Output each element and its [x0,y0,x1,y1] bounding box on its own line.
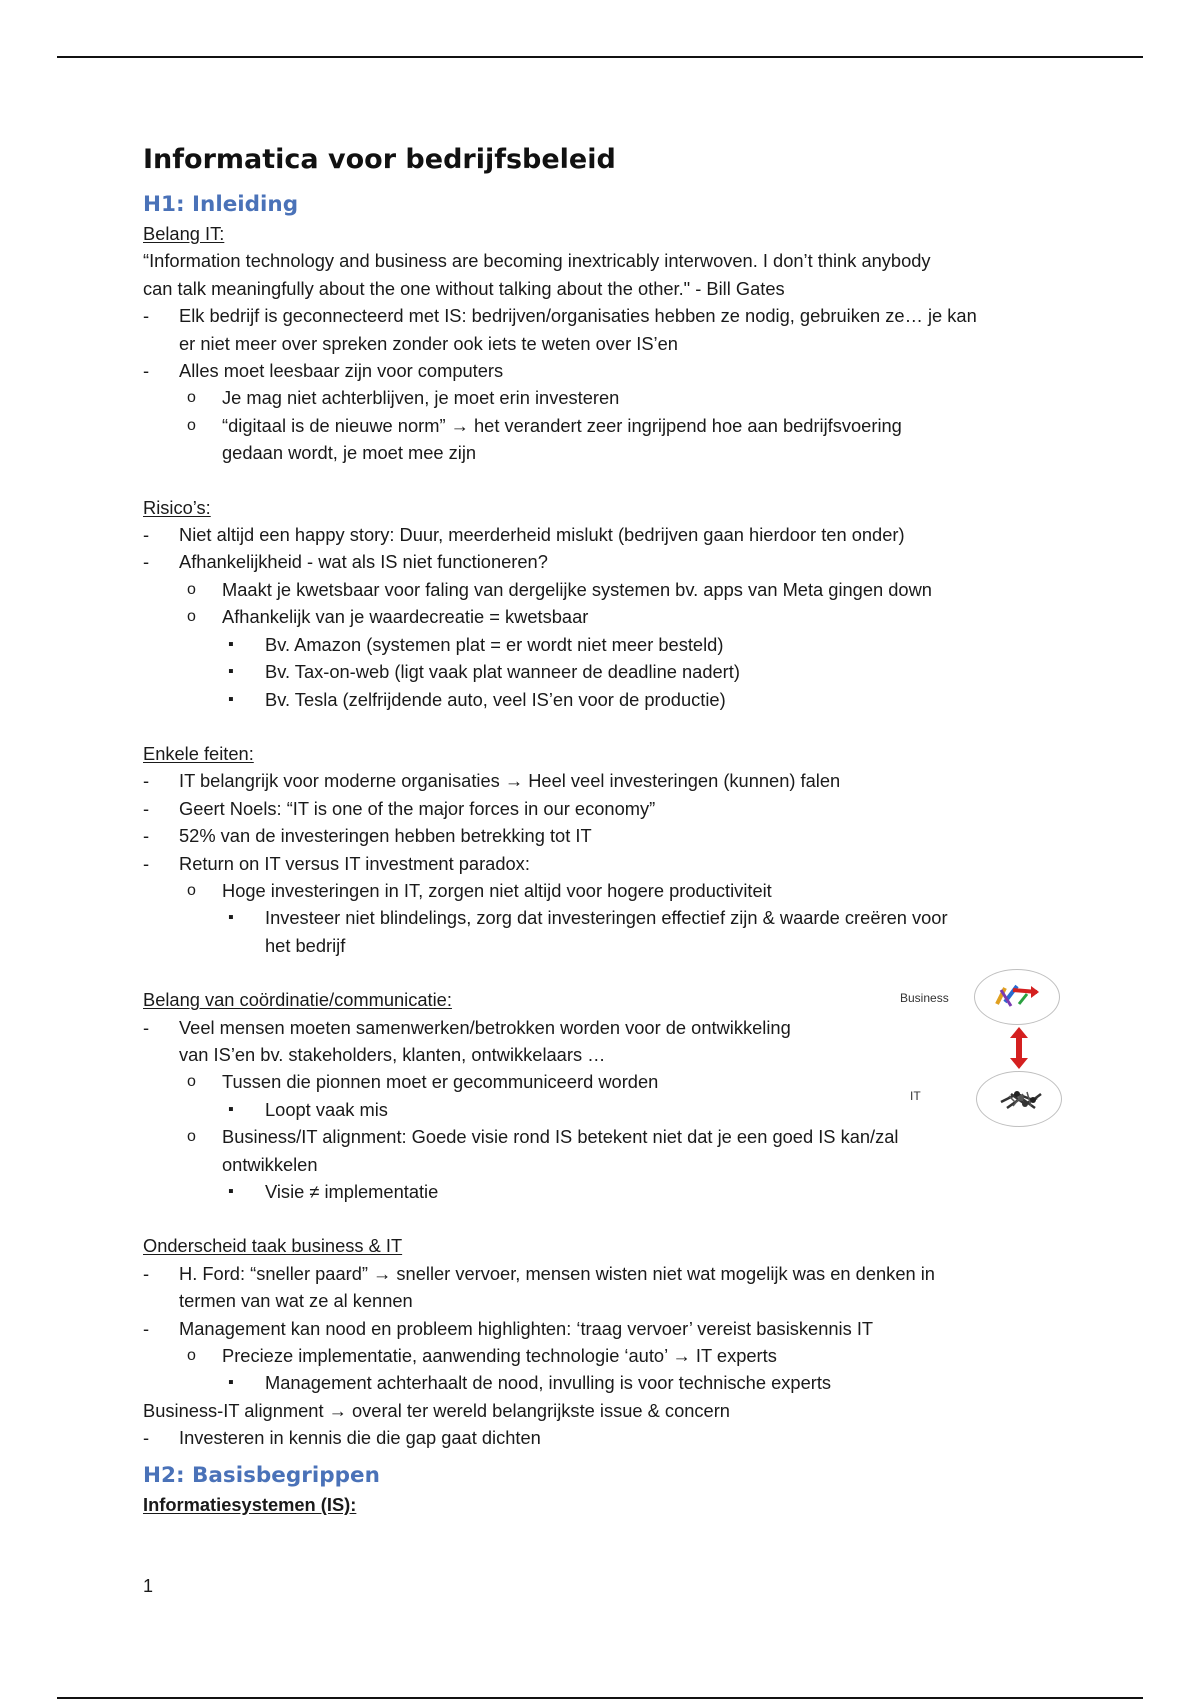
quote-line: can talk meaningfully about the one without talking about the other." - Bill Gates [143,277,785,299]
section-onderscheid [143,1232,1073,1451]
heading-h2: H2: Basisbegrippen [143,1462,380,1488]
bullet-item: - Niet altijd een happy story: Duur, meerderheid mislukt (bedrijven gaan hierdoor ten onder) [143,521,1073,548]
sub-bullet-item: o Afhankelijk van je waardecreatie = kwetsbaar [143,603,1073,630]
bullet-item: - Afhankelijkheid - wat als IS niet functioneren? [143,548,1073,575]
square-bullet-item: ▪ Bv. Tesla (zelfrijdende auto, veel IS’en voor de productie) [143,686,1073,713]
paragraph-line: Business-IT alignment → overal ter wereld belangrijkste issue & concern [143,1399,730,1421]
top-rule [57,56,1143,58]
bullet-item: - 52% van de investeringen hebben betrekking tot IT [143,822,1073,849]
spacer [143,467,1073,494]
section-belang-it [143,220,1073,467]
section-label: Belang van coördinatie/communicatie: [143,989,452,1011]
bottom-rule [57,1697,1143,1699]
bullet-item: - Alles moet leesbaar zijn voor computers [143,357,1073,384]
square-bullet-item: ▪ Management achterhaalt de nood, invulling is voor technische experts [143,1369,1073,1396]
bullet-item: - Elk bedrijf is geconnecteerd met IS: bedrijven/organisaties hebben ze nodig, gebruiken ze… je kan [143,302,1073,329]
sub-bullet-item: o Business/IT alignment: Goede visie rond IS betekent niet dat je een goed IS kan/zal [143,1123,1073,1150]
section-label: Belang IT: [143,223,225,244]
bullet-item: - Geert Noels: “IT is one of the major forces in our economy” [143,795,1073,822]
sub-bullet-item: o Je mag niet achterblijven, je moet erin investeren [143,384,1073,411]
page-number: 1 [143,1576,154,1596]
bullet-item: - Veel mensen moeten samenwerken/betrokken worden voor de ontwikkeling [143,1014,1073,1041]
business-label: Business [900,991,949,1005]
bullet-item: - Return on IT versus IT investment paradox: [143,850,1073,877]
bullet-item: - Investeren in kennis die die gap gaat dichten [143,1424,1073,1451]
business-it-figure [890,965,1072,1135]
square-bullet-item: ▪ Bv. Tax-on-web (ligt vaak plat wanneer de deadline nadert) [143,658,1073,685]
section-feiten [143,740,1073,959]
sub-bullet-item: o Tussen die pionnen moet er gecommuniceerd worden [143,1068,1073,1095]
spacer [143,713,1073,740]
bullet-item: - IT belangrijk voor moderne organisaties → Heel veel investeringen (kunnen) falen [143,767,1073,794]
bullet-item: - H. Ford: “sneller paard” → sneller vervoer, mensen wisten niet wat mogelijk was en denken in [143,1260,1073,1287]
square-bullet-item: ▪ Bv. Amazon (systemen plat = er wordt niet meer besteld) [143,631,1073,658]
square-bullet-item: ▪ Loopt vaak mis [143,1096,1073,1123]
subheading-informatiesystemen: Informatiesystemen (IS): [143,1493,357,1515]
sub-bullet-continuation: gedaan wordt, je moet mee zijn [222,442,477,464]
document-body [143,135,1073,1518]
it-network-icon [977,1072,1061,1126]
quote-line: “Information technology and business are becoming inextricably interwoven. I don’t think anybody [143,250,931,272]
section-risicos [143,494,1073,713]
section-label: Enkele feiten: [143,742,254,764]
business-arrows-icon [975,970,1059,1024]
section-label: Onderscheid taak business & IT [143,1235,403,1257]
heading-h1: H1: Inleiding [143,192,299,217]
bullet-continuation: er niet meer over spreken zonder ook iets te weten over IS’en [179,332,678,354]
sub-bullet-continuation: ontwikkelen [222,1153,318,1175]
square-bullet-item: ▪ Visie ≠ implementatie [143,1178,1073,1205]
double-arrow-icon [1007,1025,1031,1071]
sub-bullet-item: o “digitaal is de nieuwe norm” → het verandert zeer ingrijpend hoe aan bedrijfsvoering [143,412,1073,439]
sub-bullet-item: o Precieze implementatie, aanwending technologie ‘auto’ → IT experts [143,1342,1073,1369]
it-ellipse [976,1071,1062,1127]
section-label: Risico’s: [143,496,211,518]
bullet-item: - Management kan nood en probleem highlighten: ‘traag vervoer’ vereist basiskennis IT [143,1315,1073,1342]
business-ellipse [974,969,1060,1025]
square-bullet-item: ▪ Investeer niet blindelings, zorg dat investeringen effectief zijn & waarde creëren voor [143,904,1073,931]
square-bullet-continuation: het bedrijf [265,934,346,956]
document-title: Informatica voor bedrijfsbeleid [143,144,616,175]
sub-bullet-item: o Hoge investeringen in IT, zorgen niet altijd voor hogere productiviteit [143,877,1073,904]
bullet-continuation: van IS’en bv. stakeholders, klanten, ontwikkelaars … [179,1043,606,1065]
sub-bullet-item: o Maakt je kwetsbaar voor faling van dergelijke systemen bv. apps van Meta gingen down [143,576,1073,603]
it-label: IT [910,1089,921,1103]
bullet-continuation: termen van wat ze al kennen [179,1290,413,1312]
spacer [143,1205,1073,1232]
